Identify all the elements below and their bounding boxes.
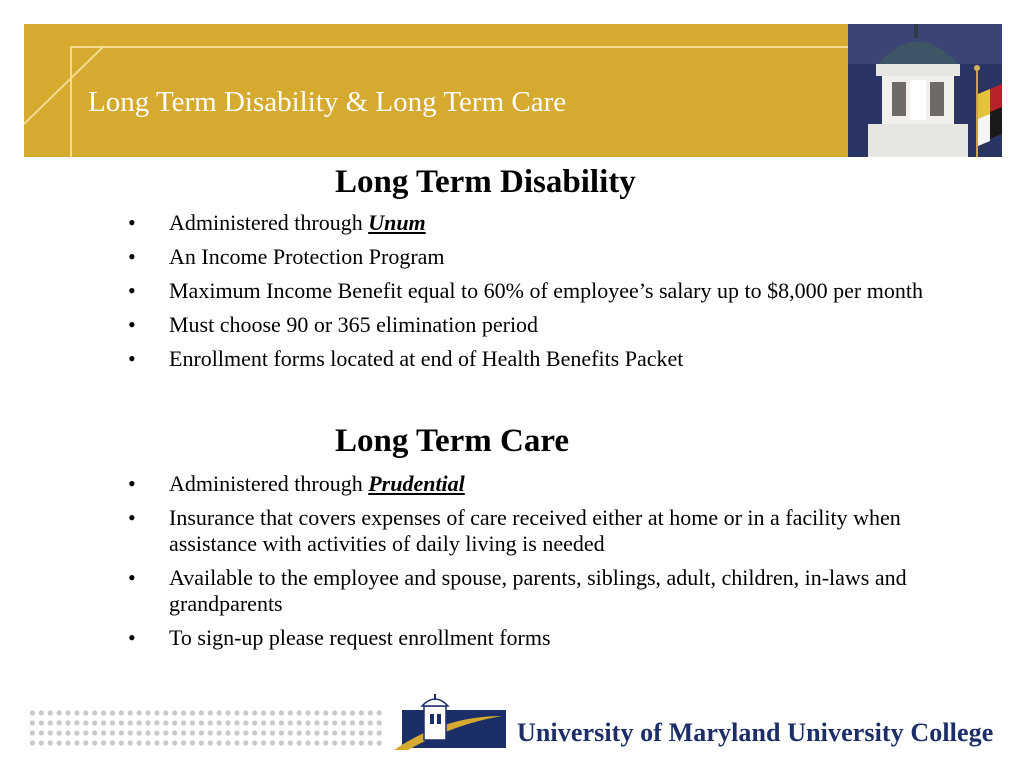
company-name-unum: Unum (368, 210, 426, 235)
slide-title: Long Term Disability & Long Term Care (88, 86, 567, 118)
cupola-flag-photo (848, 24, 1002, 157)
list-item: • Administered through Unum (128, 210, 989, 236)
company-name-prudential: Prudential (368, 471, 465, 496)
list-item: • Administered through Prudential (128, 471, 989, 497)
list-item: • Available to the employee and spouse, parents, siblings, adult, children, in-laws and grandparents (128, 565, 909, 617)
institution-name: University of Maryland University College (517, 718, 994, 747)
umuc-logo-icon (394, 694, 508, 756)
list-item: • Insurance that covers expenses of care received either at home or in a facility when assistance with activities of daily living is needed (128, 505, 989, 557)
list-item: • An Income Protection Program (128, 244, 989, 270)
disability-bullet-list (128, 210, 989, 380)
section-title-long-term-disability: Long Term Disability (335, 164, 636, 200)
section-title-long-term-care: Long Term Care (335, 423, 570, 459)
list-item: • To sign-up please request enrollment forms (128, 625, 989, 651)
list-item: • Must choose 90 or 365 elimination period (128, 312, 989, 338)
list-item: • Maximum Income Benefit equal to 60% of employee’s salary up to $8,000 per month (128, 278, 959, 304)
list-item: • Enrollment forms located at end of Health Benefits Packet (128, 346, 989, 372)
header-banner (24, 24, 850, 157)
care-bullet-list (128, 471, 989, 659)
dot-pattern-decoration (28, 708, 384, 748)
